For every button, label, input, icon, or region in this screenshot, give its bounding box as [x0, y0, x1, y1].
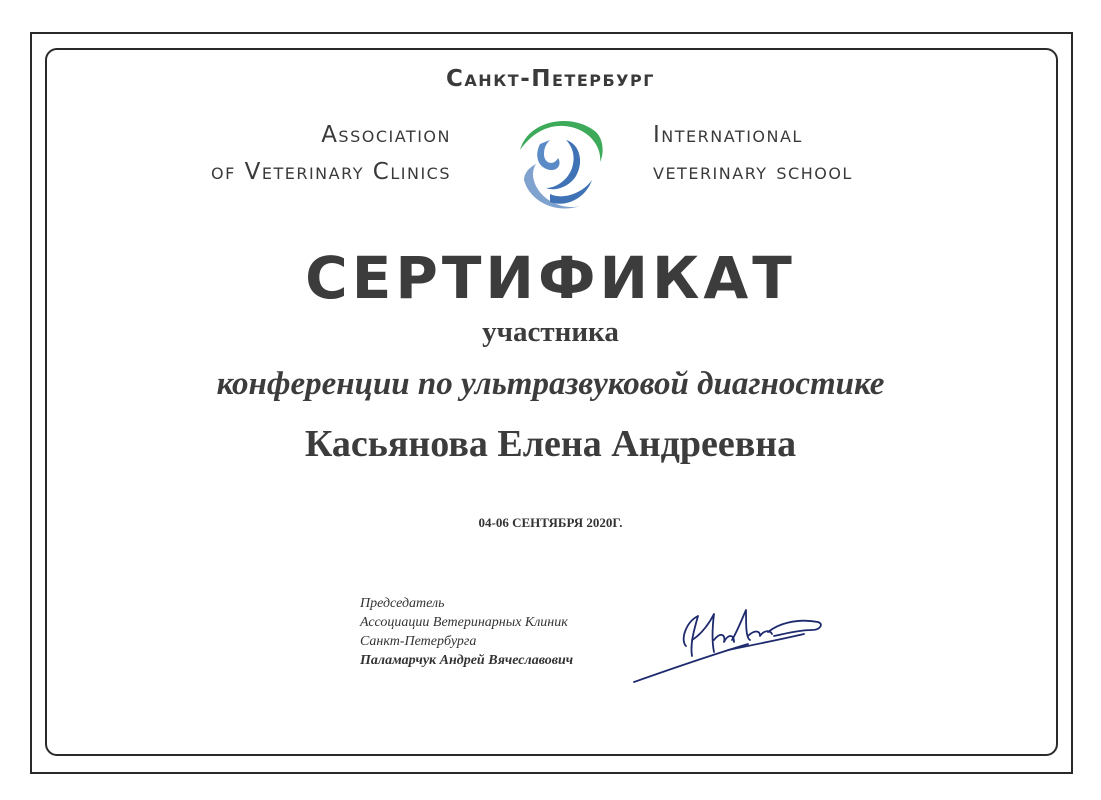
- event-name: конференции по ультразвуковой диагностике: [216, 366, 885, 402]
- certificate-subtitle: участника: [482, 316, 619, 348]
- event-date: 04-06 СЕНТЯБРЯ 2020Г.: [478, 515, 623, 530]
- signatory-name: Паламарчук Андрей Вячеславович: [360, 653, 574, 668]
- signatory-role-line1: Председатель: [360, 596, 445, 611]
- association-name-line2: of Veterinary Clinics: [211, 159, 451, 185]
- city-heading: Санкт-Петербург: [446, 66, 655, 92]
- recipient-name: Касьянова Елена Андреевна: [304, 423, 797, 465]
- signatory-role-line2: Ассоциации Ветеринарных Клиник: [360, 615, 568, 630]
- signatory-role-line3: Санкт-Петербурга: [360, 634, 477, 649]
- handwritten-signature-icon: [628, 600, 838, 690]
- association-name-line1: Association: [321, 122, 451, 148]
- signatory-block: [360, 594, 573, 670]
- veterinary-association-logo-icon: [510, 110, 608, 222]
- school-name-line1: International: [653, 122, 803, 148]
- certificate-title: СЕРТИФИКАТ: [305, 244, 796, 312]
- school-name-line2: veterinary school: [653, 159, 853, 185]
